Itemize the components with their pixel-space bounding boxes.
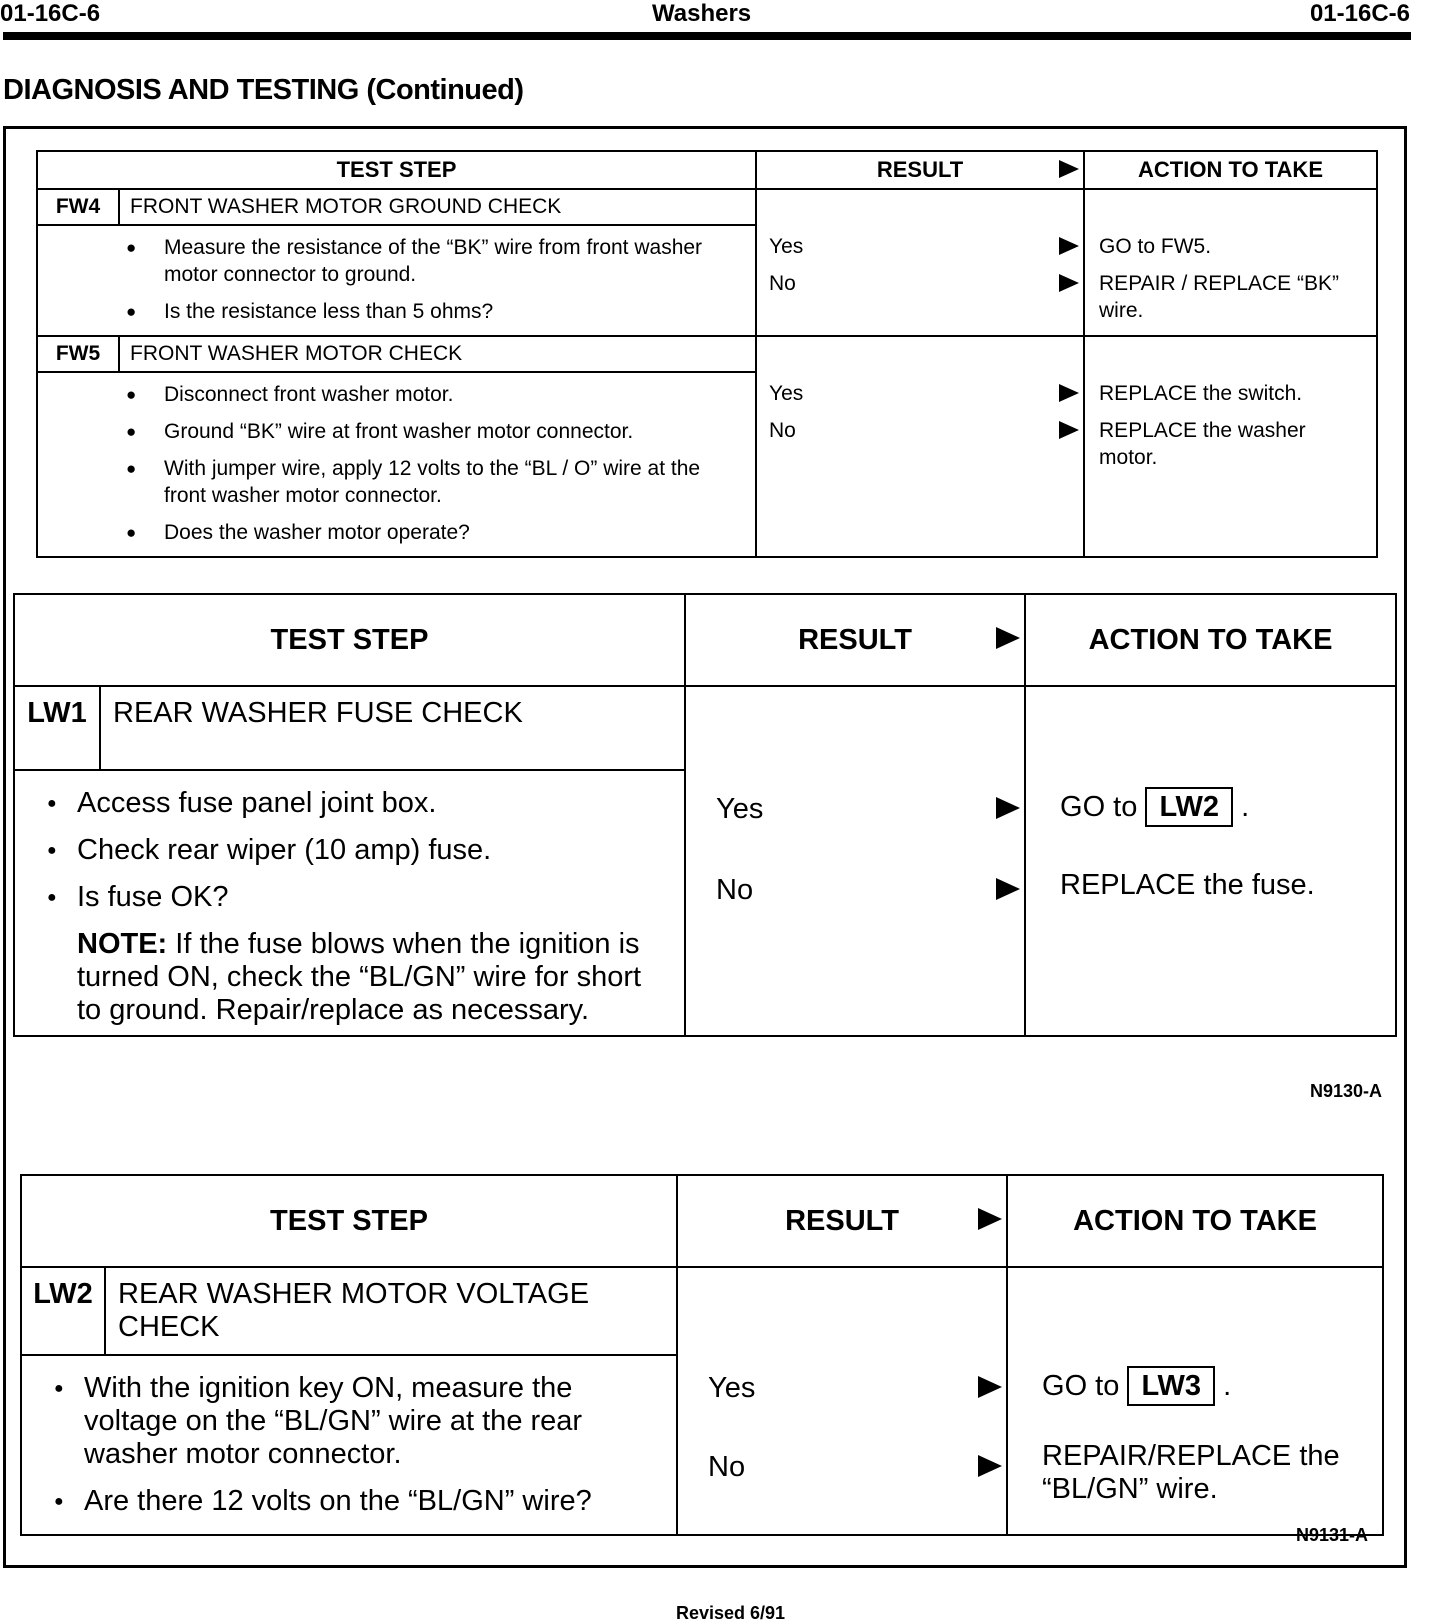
result-cell	[756, 336, 1084, 557]
table-header-row	[37, 151, 1377, 189]
step-title: REAR WASHER FUSE CHECK	[100, 686, 685, 770]
table-header-row	[14, 594, 1396, 686]
section-title: DIAGNOSIS AND TESTING (Continued)	[3, 74, 524, 106]
arrow-icon	[996, 627, 1020, 649]
list-item: ● Disconnect front washer motor.	[38, 381, 755, 408]
header-rule	[3, 32, 1411, 40]
action-yes: REPLACE the switch.	[1099, 382, 1303, 405]
step-title: FRONT WASHER MOTOR CHECK	[119, 336, 756, 372]
col-header-test-step: TEST STEP	[37, 151, 756, 189]
test-step-fw5-title-row	[37, 336, 1377, 372]
arrow-icon	[1059, 274, 1079, 292]
action-no: REPLACE the fuse.	[1060, 869, 1315, 901]
step-body	[21, 1355, 677, 1535]
arrow-icon	[1059, 160, 1079, 178]
note-text: If the fuse blows when the ignition is turned ON, check the “BL/GN” wire for short to ground. Repair/replace as necessary.	[77, 928, 642, 1026]
step-body	[14, 770, 685, 1036]
step-id: LW1	[14, 686, 100, 770]
result-no: No	[686, 874, 1024, 907]
figure-id: N9130-A	[1310, 1081, 1383, 1101]
col-header-action: ACTION TO TAKE	[1084, 151, 1377, 189]
test-step-lw2-title-row	[21, 1267, 1383, 1355]
test-table-fw	[36, 150, 1378, 558]
test-step-lw1-title-row	[14, 686, 1396, 770]
list-item: ● Measure the resistance of the “BK” wire from front washer motor connector to ground.	[38, 234, 755, 288]
step-id: FW5	[37, 336, 119, 372]
col-header-test-step: TEST STEP	[14, 594, 685, 686]
action-cell	[1084, 336, 1377, 557]
result-cell	[677, 1267, 1007, 1535]
note	[15, 928, 684, 1027]
col-header-result: RESULT	[756, 151, 1084, 189]
page-number-left: 01-16C-6	[0, 0, 101, 27]
arrow-icon	[978, 1376, 1002, 1398]
action-yes: GO to LW2 .	[1026, 787, 1395, 827]
action-cell	[1007, 1267, 1383, 1535]
result-yes: Yes	[678, 1372, 1006, 1405]
step-title: REAR WASHER MOTOR VOLTAGE CHECK	[105, 1267, 677, 1355]
result-cell	[756, 189, 1084, 336]
step-title: FRONT WASHER MOTOR GROUND CHECK	[119, 189, 756, 225]
list-item: ● Check rear wiper (10 amp) fuse.	[15, 834, 684, 867]
table-header-row	[21, 1175, 1383, 1267]
step-body	[37, 372, 756, 557]
step-ref-lw2[interactable]: LW2	[1145, 787, 1233, 827]
action-yes: GO to FW5.	[1099, 235, 1212, 258]
list-item: ● Access fuse panel joint box.	[15, 787, 684, 820]
action-no: REPLACE the washer motor.	[1099, 419, 1306, 469]
arrow-icon	[978, 1455, 1002, 1477]
result-yes: Yes	[686, 793, 1024, 826]
col-header-action: ACTION TO TAKE	[1007, 1175, 1383, 1267]
result-yes: Yes	[757, 228, 1083, 265]
step-body	[37, 225, 756, 336]
arrow-icon	[978, 1208, 1002, 1230]
figure-id: N9131-A	[1296, 1525, 1369, 1545]
list-item: ● Ground “BK” wire at front washer motor connector.	[38, 418, 755, 445]
result-no: No	[757, 412, 1083, 449]
result-yes: Yes	[757, 375, 1083, 412]
arrow-icon	[1059, 384, 1079, 402]
note-label: NOTE:	[77, 928, 168, 960]
page-number-right: 01-16C-6	[1309, 0, 1410, 27]
arrow-icon	[1059, 421, 1079, 439]
step-id: LW2	[21, 1267, 105, 1355]
result-cell	[685, 686, 1025, 1036]
action-yes: GO to LW3 .	[1008, 1366, 1382, 1406]
arrow-icon	[1059, 237, 1079, 255]
col-header-result: RESULT	[677, 1175, 1007, 1267]
step-ref-lw3[interactable]: LW3	[1127, 1366, 1215, 1406]
result-no: No	[678, 1451, 1006, 1484]
action-cell	[1025, 686, 1396, 1036]
list-item: ● With jumper wire, apply 12 volts to the “BL / O” wire at the front washer motor connector.	[38, 455, 755, 509]
test-step-fw4-title-row	[37, 189, 1377, 225]
col-header-result: RESULT	[685, 594, 1025, 686]
col-header-action: ACTION TO TAKE	[1025, 594, 1396, 686]
list-item: ● Are there 12 volts on the “BL/GN” wire?	[22, 1485, 676, 1518]
action-no: REPAIR/REPLACE the “BL/GN” wire.	[1042, 1440, 1340, 1505]
list-item: ● With the ignition key ON, measure the voltage on the “BL/GN” wire at the rear washer motor connector.	[22, 1372, 676, 1471]
test-table-lw1	[13, 593, 1397, 1037]
list-item: ● Is fuse OK?	[15, 881, 684, 914]
page-heading: Washers	[652, 0, 752, 27]
arrow-icon	[996, 878, 1020, 900]
result-no: No	[757, 265, 1083, 302]
action-no: REPAIR / REPLACE “BK” wire.	[1099, 272, 1340, 322]
list-item: ● Does the washer motor operate?	[38, 519, 755, 546]
test-table-lw2	[20, 1174, 1384, 1536]
arrow-icon	[996, 797, 1020, 819]
list-item: ● Is the resistance less than 5 ohms?	[38, 298, 755, 325]
action-cell	[1084, 189, 1377, 336]
step-id: FW4	[37, 189, 119, 225]
revision-footer: Revised 6/91	[676, 1603, 786, 1623]
col-header-test-step: TEST STEP	[21, 1175, 677, 1267]
